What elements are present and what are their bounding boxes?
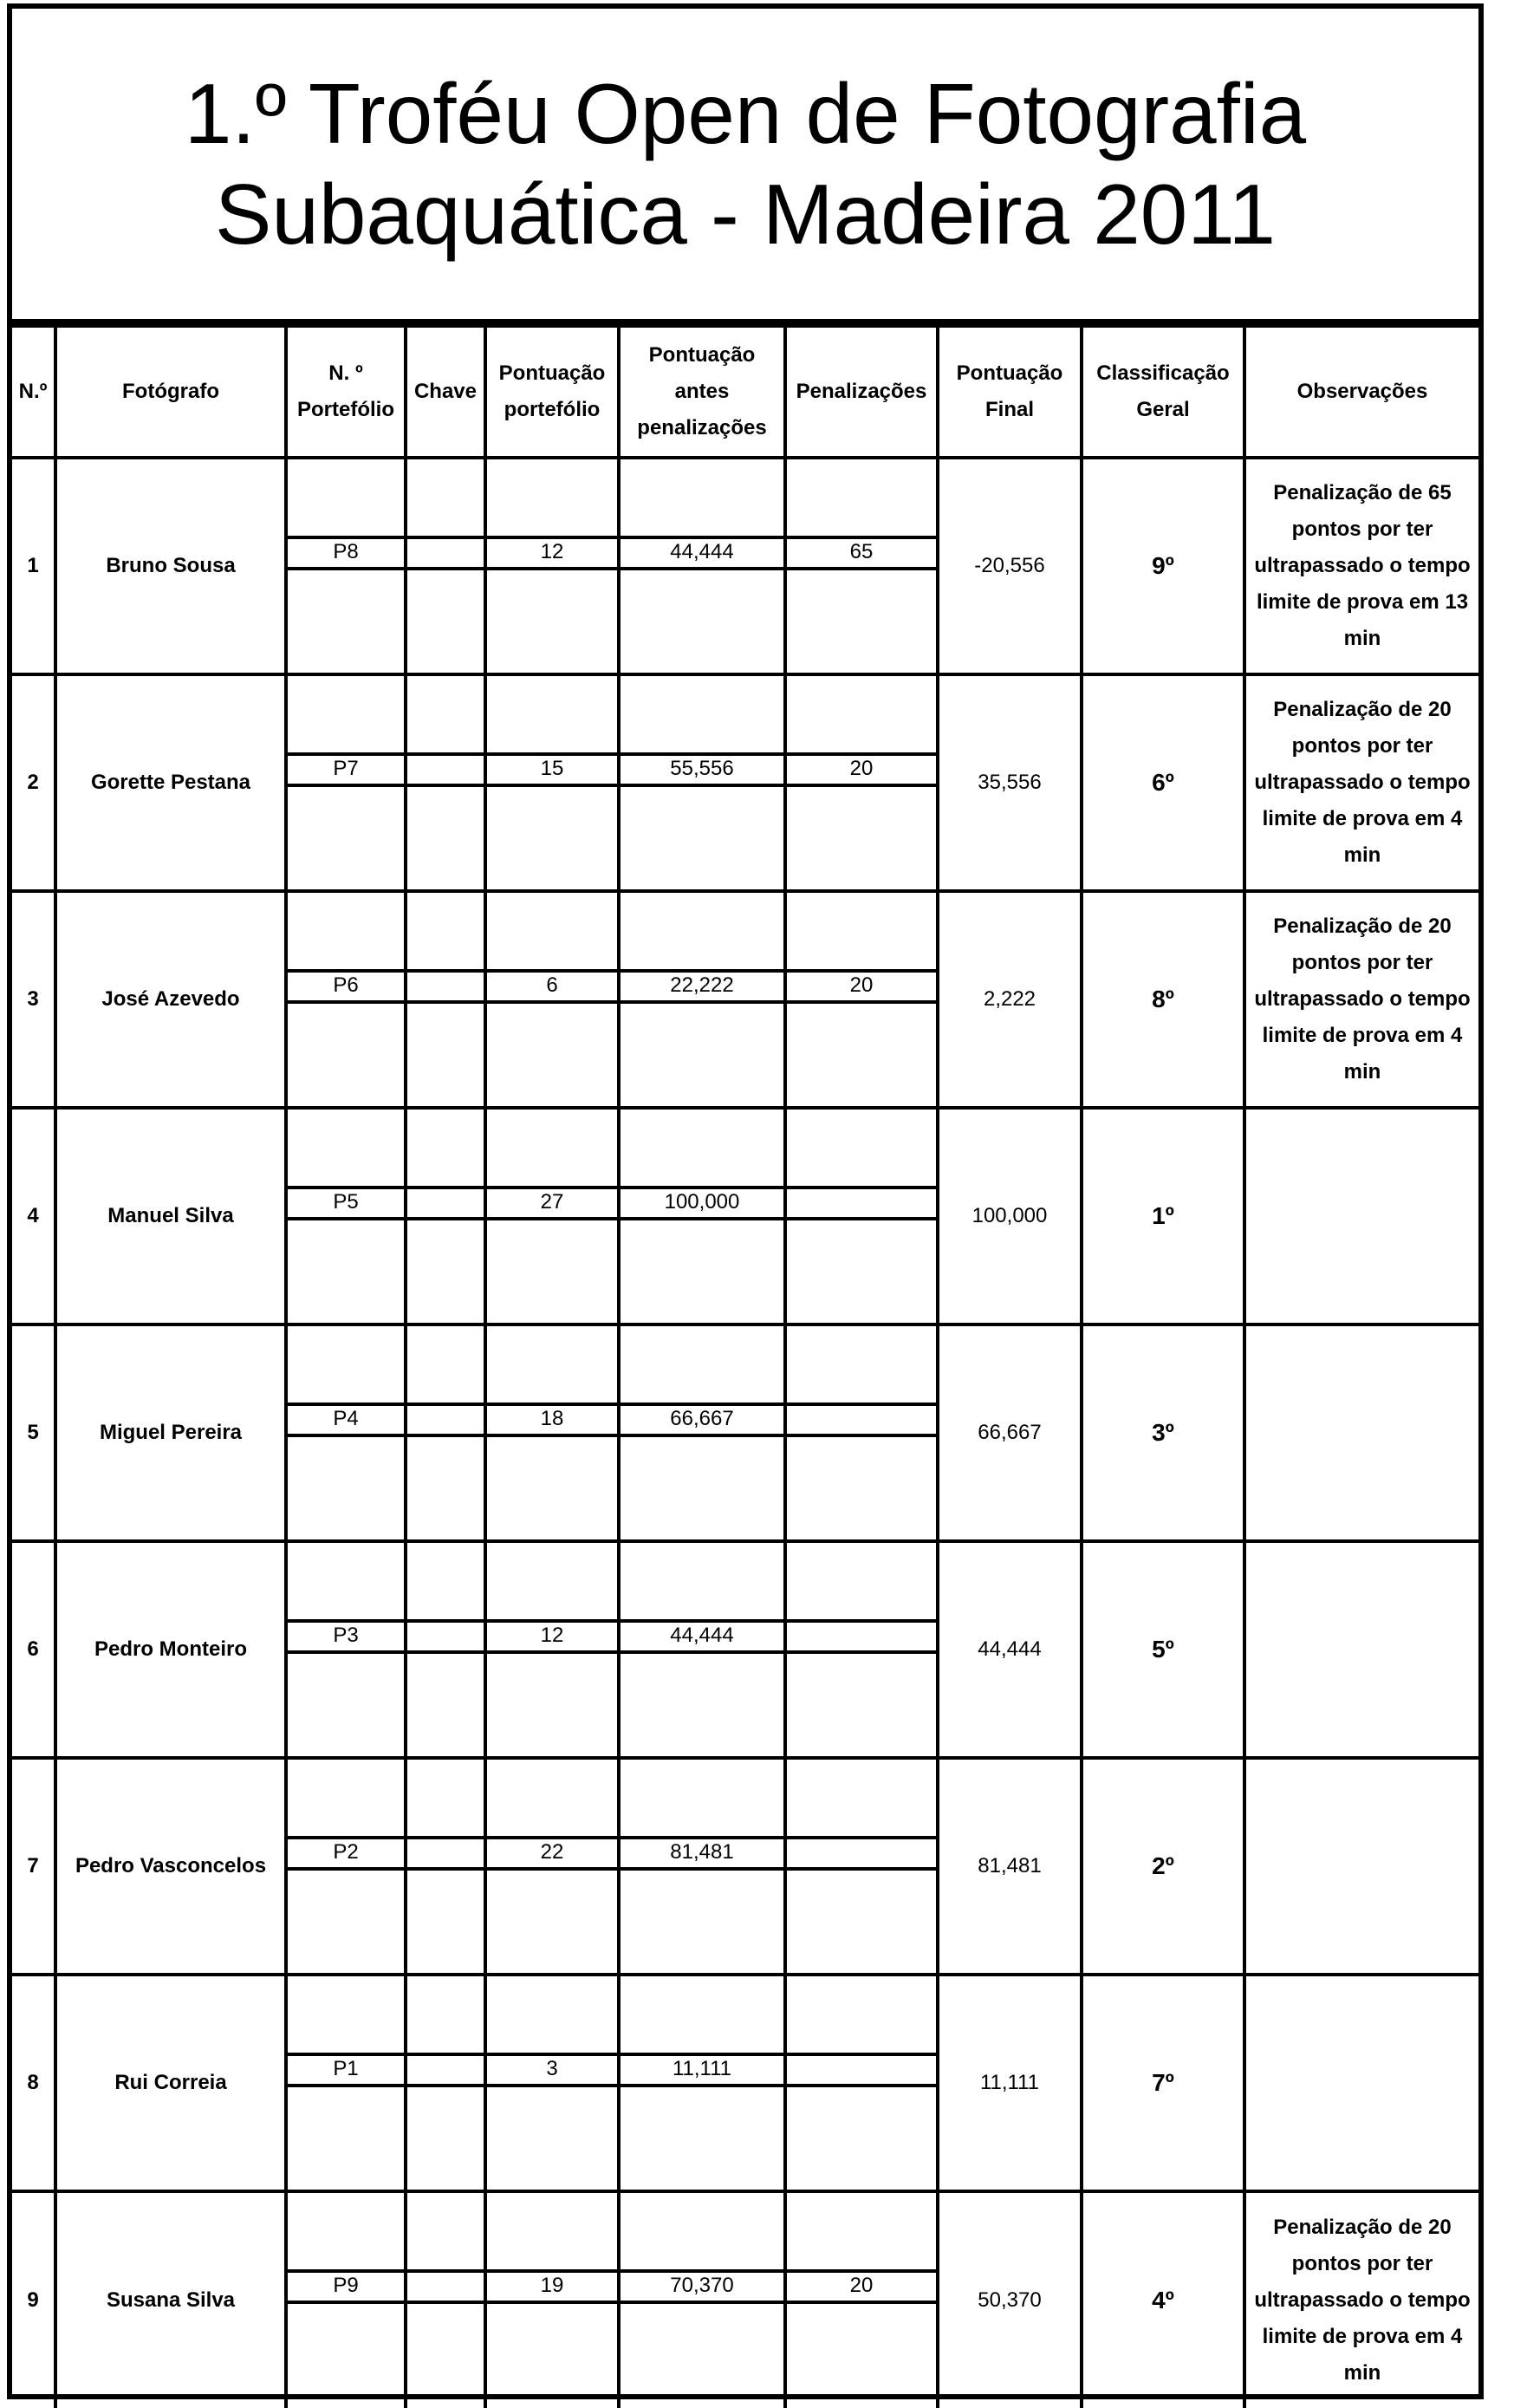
key-value (407, 536, 484, 570)
portfolio-score-cell (485, 1975, 619, 2191)
header-row (12, 326, 1478, 458)
results-sheet (7, 3, 1484, 2399)
table-row (12, 1975, 1478, 2191)
portfolio-code: P8 (288, 536, 404, 570)
key-value-cell (406, 458, 485, 674)
portfolio-code-cell (286, 1541, 406, 1758)
penalty-value: 20 (787, 752, 936, 787)
key-value (407, 1402, 484, 1437)
portfolio-score-cell (485, 674, 619, 891)
header-portfolio: N. º Portefólio (286, 326, 406, 458)
header-portfolio-score: Pontuação portefólio (485, 326, 619, 458)
header-penalties: Penalizações (785, 326, 938, 458)
final-score: 44,444 (938, 1541, 1082, 1758)
key-value (407, 1186, 484, 1220)
row-number: 5 (12, 1324, 55, 1541)
score-before-penalties: 70,370 (621, 2269, 783, 2304)
score-before-penalties-cell (619, 674, 785, 891)
score-before-penalties-cell (619, 891, 785, 1108)
header-key: Chave (406, 326, 485, 458)
portfolio-code-cell (286, 458, 406, 674)
score-before-penalties-cell (619, 1108, 785, 1324)
penalty-value (787, 1186, 936, 1220)
table-row (12, 1758, 1478, 1975)
ranking: 6º (1082, 674, 1244, 891)
penalty-value-cell (785, 1975, 938, 2191)
portfolio-code: P6 (288, 969, 404, 1004)
photographer-name: Miguel Pereira (55, 1324, 286, 1541)
portfolio-score: 19 (487, 2269, 617, 2304)
score-before-penalties-cell (619, 1541, 785, 1758)
score-before-penalties: 44,444 (621, 536, 783, 570)
score-before-penalties: 22,222 (621, 969, 783, 1004)
key-value-cell (406, 891, 485, 1108)
portfolio-score: 15 (487, 752, 617, 787)
photographer-name: Gorette Pestana (55, 674, 286, 891)
notes: Penalização de 20 pontos por ter ultrapassado o tempo limite de prova em 4 min (1244, 674, 1478, 891)
row-number: 3 (12, 891, 55, 1108)
ranking: 4º (1082, 2191, 1244, 2408)
ranking: 5º (1082, 1541, 1244, 1758)
photographer-name: José Azevedo (55, 891, 286, 1108)
penalty-value: 20 (787, 2269, 936, 2304)
score-before-penalties: 81,481 (621, 1836, 783, 1871)
photographer-name: Bruno Sousa (55, 458, 286, 674)
portfolio-score-cell (485, 458, 619, 674)
portfolio-score-cell (485, 1324, 619, 1541)
score-before-penalties: 100,000 (621, 1186, 783, 1220)
photographer-name: Rui Correia (55, 1975, 286, 2191)
score-before-penalties-cell (619, 1975, 785, 2191)
table-row (12, 891, 1478, 1108)
page-title-line1: 1.º Troféu Open de Fotografia (184, 66, 1307, 161)
score-before-penalties-cell (619, 1324, 785, 1541)
row-number: 1 (12, 458, 55, 674)
penalty-value (787, 1836, 936, 1871)
portfolio-code: P3 (288, 1619, 404, 1654)
row-number: 9 (12, 2191, 55, 2408)
portfolio-code-cell (286, 1108, 406, 1324)
portfolio-score: 6 (487, 969, 617, 1004)
portfolio-code-cell (286, 1975, 406, 2191)
penalty-value-cell (785, 891, 938, 1108)
notes (1244, 1324, 1478, 1541)
ranking: 8º (1082, 891, 1244, 1108)
score-before-penalties-cell (619, 1758, 785, 1975)
key-value (407, 1619, 484, 1654)
table-row (12, 2191, 1478, 2408)
row-number: 2 (12, 674, 55, 891)
score-before-penalties: 55,556 (621, 752, 783, 787)
key-value-cell (406, 1975, 485, 2191)
key-value (407, 752, 484, 787)
portfolio-code-cell (286, 1758, 406, 1975)
key-value-cell (406, 1758, 485, 1975)
page-title-line2: Subaquática - Madeira 2011 (215, 166, 1276, 262)
final-score: 2,222 (938, 891, 1082, 1108)
photographer-name: Pedro Vasconcelos (55, 1758, 286, 1975)
portfolio-code: P5 (288, 1186, 404, 1220)
key-value (407, 969, 484, 1004)
portfolio-score: 12 (487, 1619, 617, 1654)
photographer-name: Susana Silva (55, 2191, 286, 2408)
score-before-penalties: 11,111 (621, 2053, 783, 2087)
portfolio-code-cell (286, 674, 406, 891)
key-value-cell (406, 1324, 485, 1541)
penalty-value-cell (785, 1108, 938, 1324)
portfolio-score: 18 (487, 1402, 617, 1437)
penalty-value-cell (785, 1758, 938, 1975)
penalty-value (787, 1619, 936, 1654)
row-number: 8 (12, 1975, 55, 2191)
portfolio-score-cell (485, 1541, 619, 1758)
key-value-cell (406, 674, 485, 891)
notes: Penalização de 65 pontos por ter ultrapassado o tempo limite de prova em 13 min (1244, 458, 1478, 674)
header-photographer: Fotógrafo (55, 326, 286, 458)
photographer-name: Pedro Monteiro (55, 1541, 286, 1758)
table-row (12, 458, 1478, 674)
header-num: N.º (12, 326, 55, 458)
penalty-value: 20 (787, 969, 936, 1004)
portfolio-code: P9 (288, 2269, 404, 2304)
notes (1244, 1541, 1478, 1758)
ranking: 2º (1082, 1758, 1244, 1975)
portfolio-score: 27 (487, 1186, 617, 1220)
table-row (12, 1324, 1478, 1541)
header-ranking: Classificação Geral (1082, 326, 1244, 458)
penalty-value-cell (785, 2191, 938, 2408)
table-row (12, 1541, 1478, 1758)
key-value-cell (406, 2191, 485, 2408)
notes (1244, 1975, 1478, 2191)
final-score: 11,111 (938, 1975, 1082, 2191)
results-table (12, 324, 1478, 2408)
portfolio-score-cell (485, 891, 619, 1108)
notes (1244, 1758, 1478, 1975)
key-value-cell (406, 1541, 485, 1758)
final-score: 66,667 (938, 1324, 1082, 1541)
portfolio-score: 22 (487, 1836, 617, 1871)
final-score: 100,000 (938, 1108, 1082, 1324)
final-score: -20,556 (938, 458, 1082, 674)
notes (1244, 1108, 1478, 1324)
header-score-before-penalties: Pontuação antes penalizações (619, 326, 785, 458)
portfolio-code: P1 (288, 2053, 404, 2087)
penalty-value-cell (785, 1541, 938, 1758)
portfolio-code-cell (286, 2191, 406, 2408)
title-box (12, 9, 1478, 324)
ranking: 1º (1082, 1108, 1244, 1324)
key-value (407, 2269, 484, 2304)
portfolio-code: P4 (288, 1402, 404, 1437)
score-before-penalties-cell (619, 2191, 785, 2408)
key-value (407, 2053, 484, 2087)
key-value (407, 1836, 484, 1871)
notes: Penalização de 20 pontos por ter ultrapassado o tempo limite de prova em 4 min (1244, 891, 1478, 1108)
ranking: 7º (1082, 1975, 1244, 2191)
portfolio-code-cell (286, 1324, 406, 1541)
portfolio-score: 3 (487, 2053, 617, 2087)
final-score: 50,370 (938, 2191, 1082, 2408)
notes: Penalização de 20 pontos por ter ultrapassado o tempo limite de prova em 4 min (1244, 2191, 1478, 2408)
ranking: 9º (1082, 458, 1244, 674)
penalty-value-cell (785, 1324, 938, 1541)
row-number: 7 (12, 1758, 55, 1975)
table-row (12, 674, 1478, 891)
penalty-value (787, 2053, 936, 2087)
score-before-penalties: 66,667 (621, 1402, 783, 1437)
row-number: 4 (12, 1108, 55, 1324)
final-score: 35,556 (938, 674, 1082, 891)
portfolio-score-cell (485, 1758, 619, 1975)
header-final-score: Pontuação Final (938, 326, 1082, 458)
score-before-penalties: 44,444 (621, 1619, 783, 1654)
key-value-cell (406, 1108, 485, 1324)
penalty-value-cell (785, 458, 938, 674)
portfolio-score: 12 (487, 536, 617, 570)
penalty-value-cell (785, 674, 938, 891)
score-before-penalties-cell (619, 458, 785, 674)
portfolio-score-cell (485, 1108, 619, 1324)
header-notes: Observações (1244, 326, 1478, 458)
penalty-value: 65 (787, 536, 936, 570)
portfolio-score-cell (485, 2191, 619, 2408)
photographer-name: Manuel Silva (55, 1108, 286, 1324)
portfolio-code: P2 (288, 1836, 404, 1871)
ranking: 3º (1082, 1324, 1244, 1541)
row-number: 6 (12, 1541, 55, 1758)
final-score: 81,481 (938, 1758, 1082, 1975)
portfolio-code-cell (286, 891, 406, 1108)
table-row (12, 1108, 1478, 1324)
penalty-value (787, 1402, 936, 1437)
portfolio-code: P7 (288, 752, 404, 787)
